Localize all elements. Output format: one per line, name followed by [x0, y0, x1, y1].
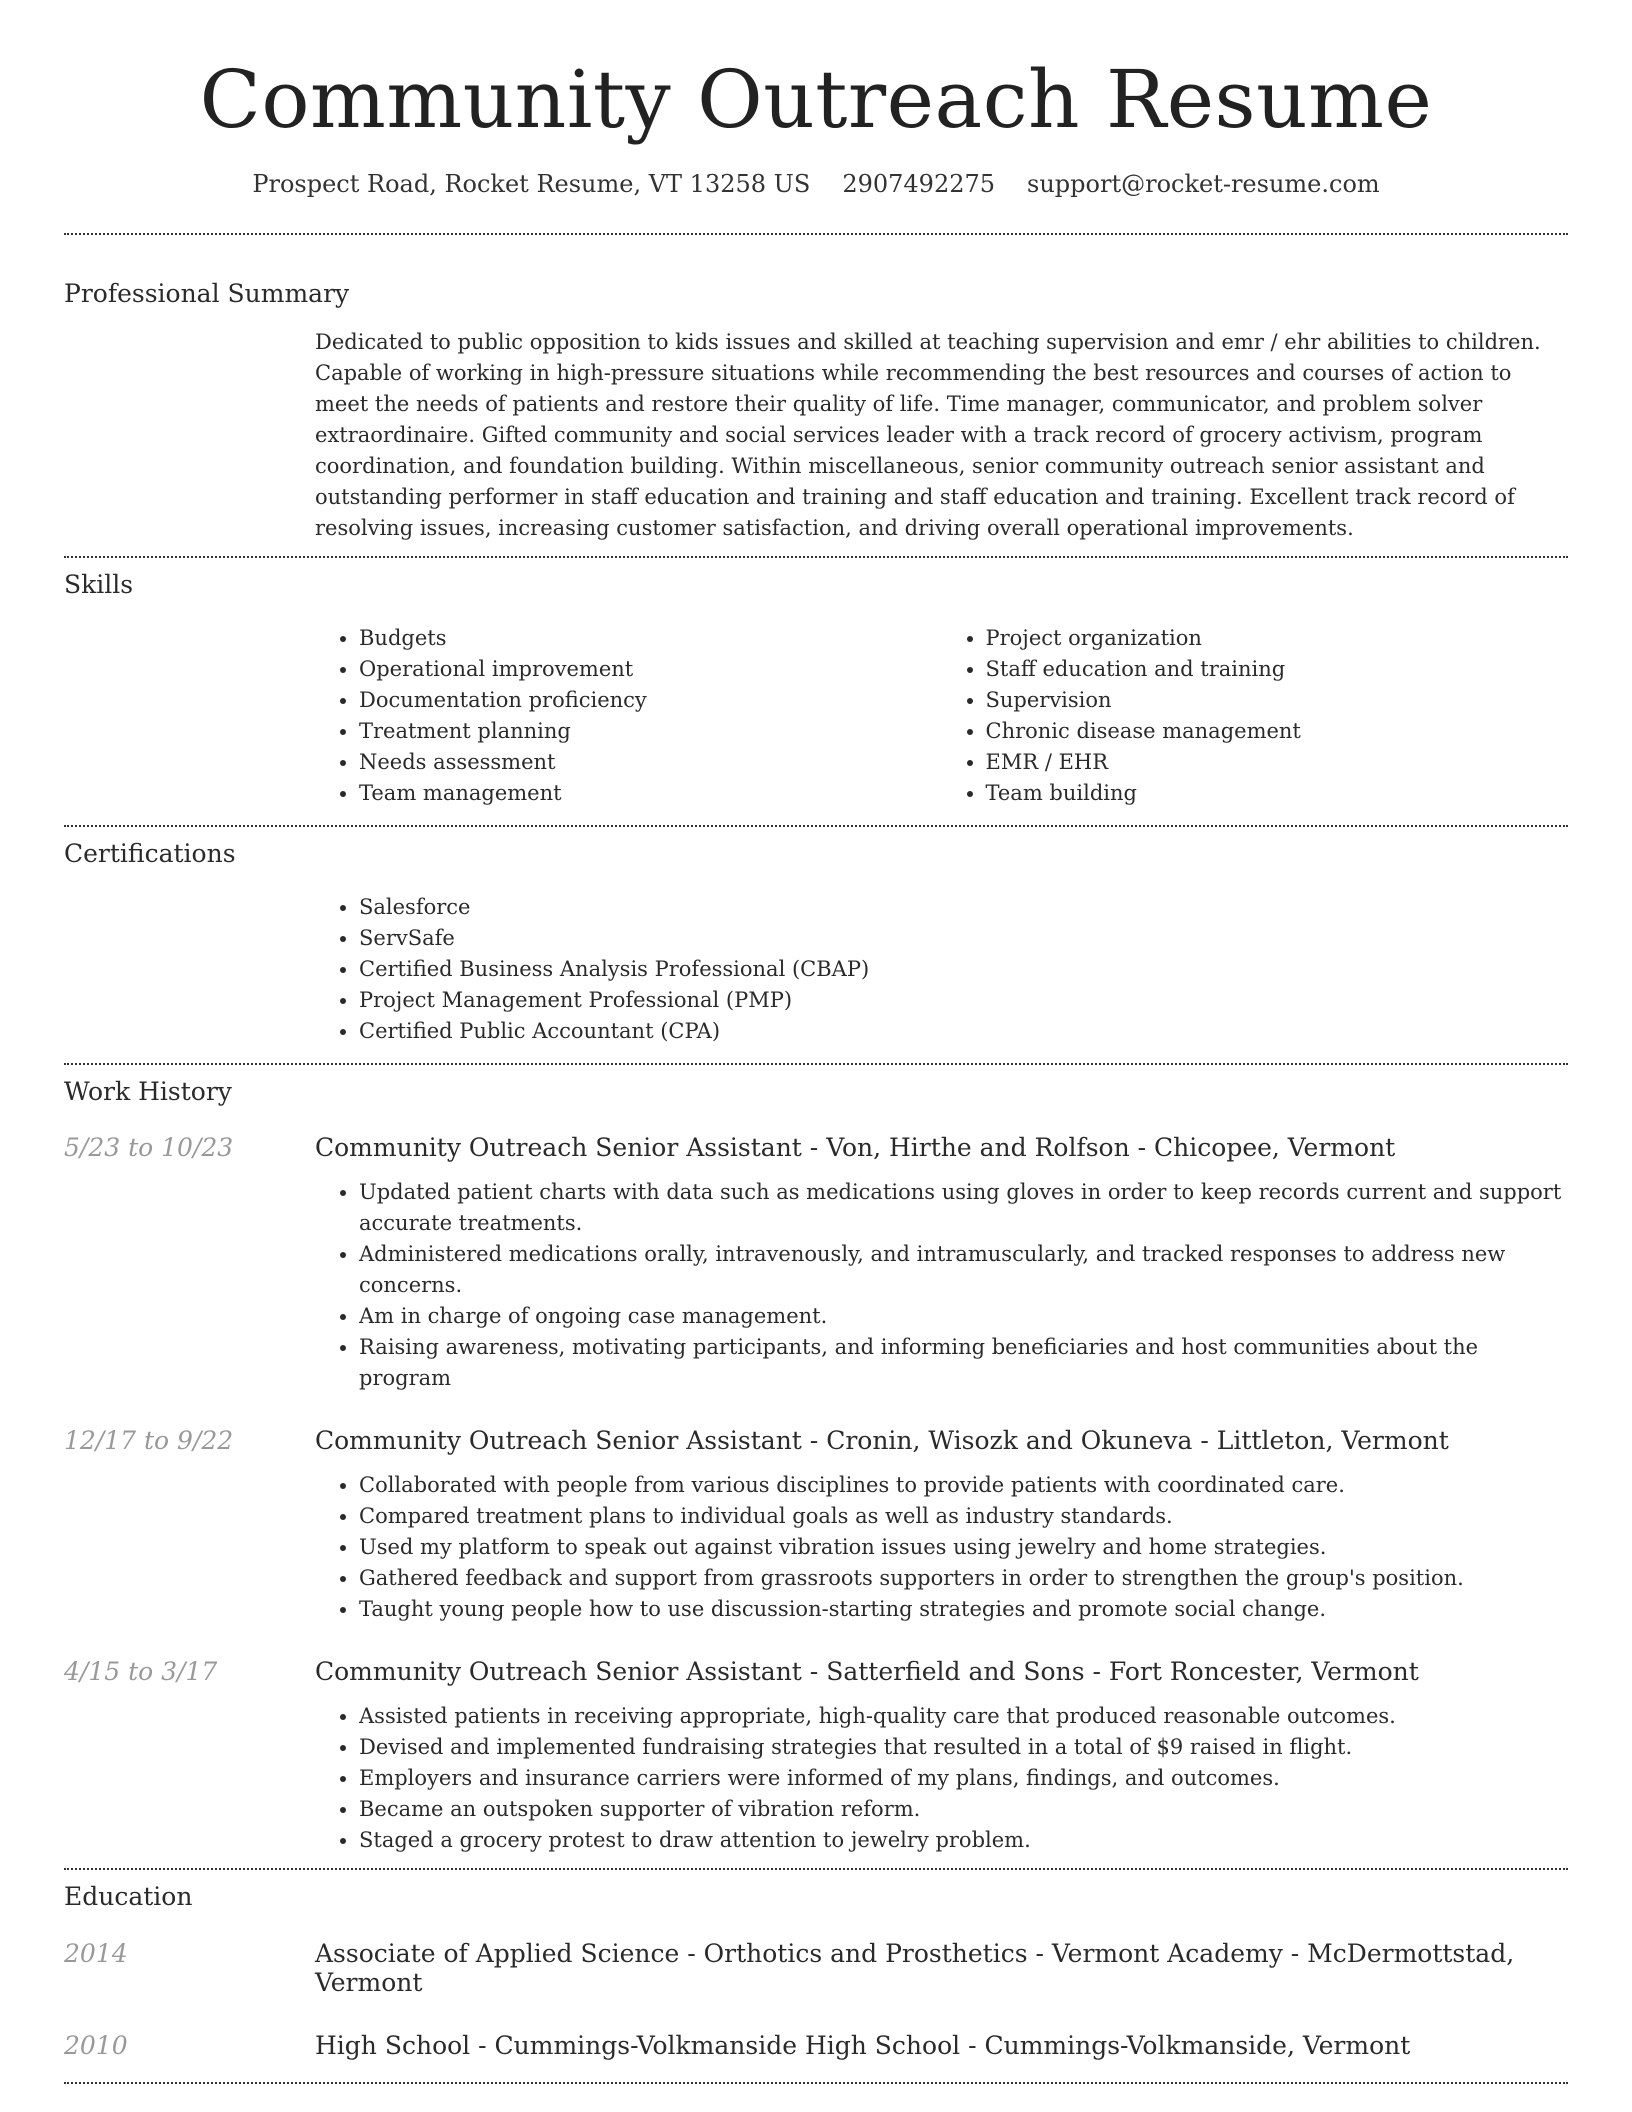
- certifications-title: Certifications: [64, 839, 236, 868]
- skills-section: [64, 558, 1568, 825]
- contact-email: support@rocket-resume.com: [1027, 170, 1380, 198]
- work-title: Work History: [64, 1077, 232, 1106]
- skill-item: • Supervision: [986, 685, 1569, 716]
- job-bullet: • Updated patient charts with data such as medications using gloves in order to keep records current and support accurate treatments.: [359, 1177, 1568, 1239]
- job-bullet: • Compared treatment plans to individual goals as well as industry standards.: [359, 1501, 1568, 1532]
- education-text: High School - Cummings-Volkmanside High School - Cummings-Volkmanside, Vermont: [315, 2031, 1411, 2060]
- job-entry: [64, 1426, 1568, 1625]
- job-entry: [64, 1133, 1568, 1394]
- skill-item: • Staff education and training: [986, 654, 1569, 685]
- job-dates: 12/17 to 9/22: [64, 1426, 234, 1455]
- contact-phone: 2907492275: [842, 170, 996, 198]
- skill-item: • EMR / EHR: [986, 747, 1569, 778]
- job-bullet: • Gathered feedback and support from grassroots supporters in order to strengthen the group's position.: [359, 1563, 1568, 1594]
- certifications-list: [315, 892, 1568, 1047]
- education-title: Education: [64, 1882, 193, 1911]
- summary-text: Dedicated to public opposition to kids issues and skilled at teaching supervision and emr / ehr abilities to children. Capable of working in high-pressure situations while recommending the best resources and courses of action to meet the needs of patients and restore their quality of life. Time manager, communicator, and problem solver extraordinaire. Gifted community and social services leader with a track record of grocery activism, program coordination, and foundation building. Within miscellaneous, senior community outreach senior assistant and outstanding performer in staff education and training and staff education and training. Excellent track record of resolving issues, increasing customer satisfaction, and driving overall operational improvements.: [315, 330, 1541, 540]
- job-bullet: • Became an outspoken supporter of vibration reform.: [359, 1794, 1568, 1825]
- skill-item: • Chronic disease management: [986, 716, 1569, 747]
- job-bullet: • Taught young people how to use discussion-starting strategies and promote social change.: [359, 1594, 1568, 1625]
- education-entry: [64, 1939, 1568, 1997]
- job-dates: 5/23 to 10/23: [64, 1133, 234, 1162]
- resume-name: Community Outreach Resume: [199, 53, 1433, 146]
- job-bullet: • Collaborated with people from various disciplines to provide patients with coordinated care.: [359, 1470, 1568, 1501]
- skills-column-left: [315, 623, 942, 809]
- education-year: 2014: [64, 1939, 128, 1968]
- skills-column-right: [942, 623, 1569, 809]
- education-section: [64, 1870, 1568, 2082]
- divider: [64, 2082, 1568, 2084]
- summary-title: Professional Summary: [64, 279, 350, 308]
- education-year: 2010: [64, 2031, 128, 2060]
- education-entry: [64, 2031, 1568, 2060]
- job-bullet: • Assisted patients in receiving appropriate, high-quality care that produced reasonable outcomes.: [359, 1701, 1568, 1732]
- skill-item: • Budgets: [359, 623, 942, 654]
- job-bullet: • Employers and insurance carriers were informed of my plans, findings, and outcomes.: [359, 1763, 1568, 1794]
- certification-item: • Certified Business Analysis Professional (CBAP): [359, 954, 1568, 985]
- job-dates: 4/15 to 3/17: [64, 1657, 218, 1686]
- job-bullet: • Devised and implemented fundraising strategies that resulted in a total of $9 raised in flight.: [359, 1732, 1568, 1763]
- skill-item: • Project organization: [986, 623, 1569, 654]
- job-bullet: • Used my platform to speak out against vibration issues using jewelry and home strategies.: [359, 1532, 1568, 1563]
- skill-item: • Documentation proficiency: [359, 685, 942, 716]
- work-section: [64, 1065, 1568, 1868]
- contact-address: Prospect Road, Rocket Resume, VT 13258 US: [252, 170, 811, 198]
- summary-section: [64, 235, 1568, 556]
- skills-list: [315, 623, 1568, 809]
- skills-title: Skills: [64, 570, 134, 599]
- skill-item: • Team building: [986, 778, 1569, 809]
- education-text: Associate of Applied Science - Orthotics and Prosthetics - Vermont Academy - McDermottstad, Vermont: [315, 1939, 1515, 1997]
- certification-item: • Project Management Professional (PMP): [359, 985, 1568, 1016]
- job-entry: [64, 1657, 1568, 1856]
- skill-item: • Needs assessment: [359, 747, 942, 778]
- certification-item: • Salesforce: [359, 892, 1568, 923]
- job-title: Community Outreach Senior Assistant - Von, Hirthe and Rolfson - Chicopee, Vermont: [315, 1133, 1396, 1162]
- job-title: Community Outreach Senior Assistant - Cronin, Wisozk and Okuneva - Littleton, Vermont: [315, 1426, 1449, 1455]
- skill-item: • Team management: [359, 778, 942, 809]
- certification-item: • Certified Public Accountant (CPA): [359, 1016, 1568, 1047]
- contact-line: [64, 170, 1568, 198]
- job-bullet: • Raising awareness, motivating participants, and informing beneficiaries and host communities about the program: [359, 1332, 1568, 1394]
- job-bullet: • Staged a grocery protest to draw attention to jewelry problem.: [359, 1825, 1568, 1856]
- certification-item: • ServSafe: [359, 923, 1568, 954]
- job-bullet: • Administered medications orally, intravenously, and intramuscularly, and tracked responses to address new concerns.: [359, 1239, 1568, 1301]
- skill-item: • Treatment planning: [359, 716, 942, 747]
- job-bullet: • Am in charge of ongoing case management.: [359, 1301, 1568, 1332]
- job-title: Community Outreach Senior Assistant - Satterfield and Sons - Fort Roncester, Vermont: [315, 1657, 1419, 1686]
- skill-item: • Operational improvement: [359, 654, 942, 685]
- certifications-section: [64, 827, 1568, 1063]
